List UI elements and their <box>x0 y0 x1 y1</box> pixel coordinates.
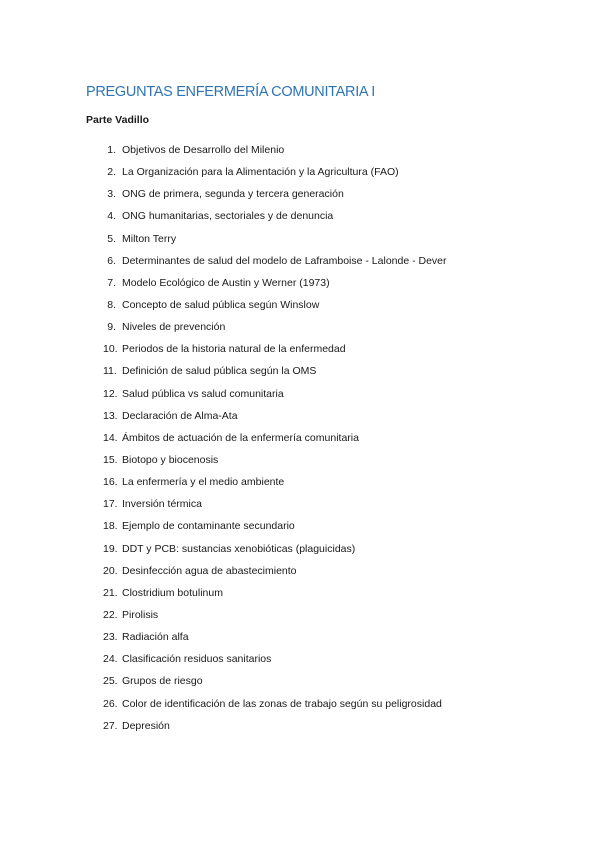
question-item <box>0 231 600 253</box>
question-item <box>0 718 600 740</box>
question-text: Objetivos de Desarrollo del Milenio <box>122 144 285 156</box>
question-text: Concepto de salud pública según Winslow <box>122 298 320 311</box>
question-text: Biotopo y biocenosis <box>122 453 219 466</box>
question-text: Clostridium botulinum <box>122 586 223 599</box>
question-text: Milton Terry <box>122 232 177 245</box>
question-number: 21. <box>103 586 118 599</box>
question-number: 6. <box>107 254 116 267</box>
question-item <box>0 673 600 695</box>
question-text: DDT y PCB: sustancias xenobióticas (plaguicidas) <box>122 542 356 555</box>
question-item <box>0 452 600 474</box>
question-text: Clasificación residuos sanitarios <box>122 653 272 666</box>
question-number: 14. <box>103 431 118 444</box>
question-text: Ejemplo de contaminante secundario <box>122 520 295 533</box>
question-number: 24. <box>103 653 118 666</box>
question-text: Color de identificación de las zonas de trabajo según su peligrosidad <box>122 697 442 710</box>
question-number: 4. <box>107 210 116 223</box>
question-number: 25. <box>103 675 118 688</box>
question-number: 18. <box>103 520 118 533</box>
question-text: ONG humanitarias, sectoriales y de denuncia <box>122 210 334 223</box>
question-text: Declaración de Alma-Ata <box>122 409 238 422</box>
question-number: 9. <box>107 321 116 334</box>
question-text: Inversión térmica <box>122 498 202 511</box>
questions-list <box>0 142 600 740</box>
question-text: Determinantes de salud del modelo de Laframboise - Lalonde - Dever <box>122 254 447 267</box>
question-item <box>0 275 600 297</box>
question-number: 5. <box>107 232 116 245</box>
question-number: 13. <box>103 409 118 422</box>
question-number: 22. <box>103 608 118 621</box>
question-item <box>0 142 600 164</box>
question-item <box>0 607 600 629</box>
question-item <box>0 563 600 585</box>
question-number: 23. <box>103 631 118 644</box>
question-text: Salud pública vs salud comunitaria <box>122 387 284 400</box>
question-text: Depresión <box>122 719 170 732</box>
question-item <box>0 253 600 275</box>
question-number: 1. <box>107 144 116 156</box>
question-text: La Organización para la Alimentación y la Agricultura (FAO) <box>122 166 399 179</box>
question-item <box>0 541 600 563</box>
question-item <box>0 341 600 363</box>
question-item <box>0 208 600 230</box>
question-item <box>0 363 600 385</box>
question-text: Desinfección agua de abastecimiento <box>122 564 297 577</box>
question-number: 11. <box>103 365 117 378</box>
question-item <box>0 186 600 208</box>
question-number: 12. <box>103 387 118 400</box>
question-item <box>0 386 600 408</box>
question-number: 16. <box>103 476 118 489</box>
question-item <box>0 319 600 341</box>
question-number: 3. <box>107 188 116 201</box>
question-text: Modelo Ecológico de Austin y Werner (1973) <box>122 276 330 289</box>
question-number: 2. <box>107 166 116 179</box>
question-number: 20. <box>103 564 118 577</box>
question-number: 26. <box>103 697 118 710</box>
question-item <box>0 430 600 452</box>
question-text: Radiación alfa <box>122 631 189 644</box>
question-text: Periodos de la historia natural de la enfermedad <box>122 343 346 356</box>
question-text: Grupos de riesgo <box>122 675 203 688</box>
question-number: 17. <box>103 498 118 511</box>
question-text: Definición de salud pública según la OMS <box>122 365 317 378</box>
question-text: Ámbitos de actuación de la enfermería comunitaria <box>122 431 359 444</box>
question-item <box>0 164 600 186</box>
question-number: 19. <box>103 542 118 555</box>
question-number: 15. <box>103 453 118 466</box>
question-text: La enfermería y el medio ambiente <box>122 476 285 489</box>
question-number: 7. <box>107 276 116 289</box>
question-item <box>0 518 600 540</box>
question-item <box>0 696 600 718</box>
document-title: PREGUNTAS ENFERMERÍA COMUNITARIA I <box>86 84 375 100</box>
section-heading: Parte Vadillo <box>86 114 150 126</box>
question-item <box>0 651 600 673</box>
question-text: ONG de primera, segunda y tercera generación <box>122 188 344 201</box>
question-item <box>0 408 600 430</box>
question-item <box>0 629 600 651</box>
question-text: Niveles de prevención <box>122 321 226 334</box>
question-number: 27. <box>103 719 118 732</box>
question-text: Pirolisis <box>122 608 159 621</box>
question-number: 8. <box>107 298 116 311</box>
question-item <box>0 297 600 319</box>
question-item <box>0 585 600 607</box>
question-item <box>0 496 600 518</box>
question-item <box>0 474 600 496</box>
question-number: 10. <box>103 343 118 356</box>
